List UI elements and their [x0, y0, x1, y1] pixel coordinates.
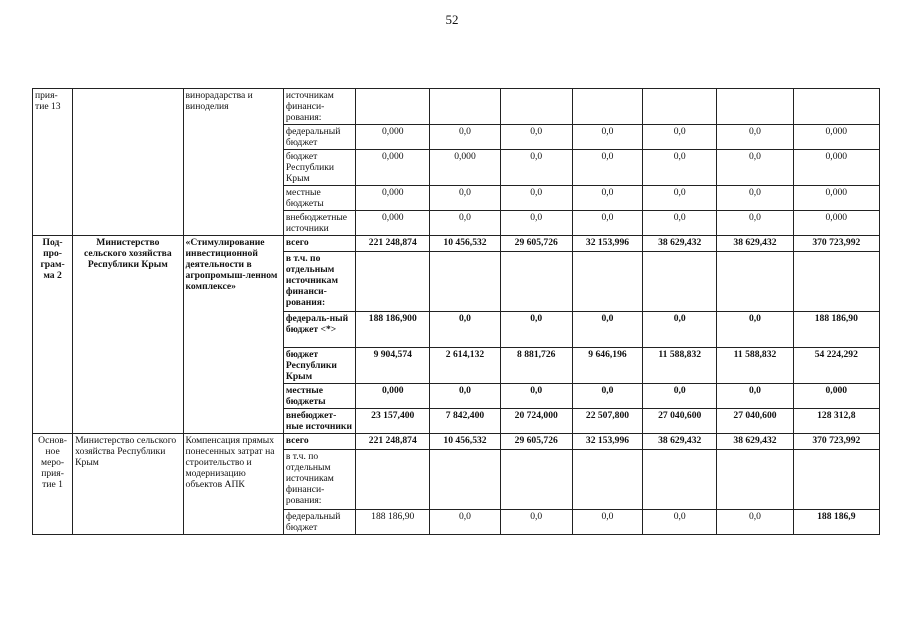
value-cell: 9 904,574	[356, 348, 430, 384]
value-cell: 0,0	[643, 312, 717, 348]
value-cell	[643, 252, 717, 312]
value-cell	[356, 89, 430, 125]
value-cell: 0,0	[717, 125, 793, 150]
value-cell: 0,000	[793, 125, 879, 150]
event-code-cell: Основ- ное меро- прия- тие 1	[33, 434, 73, 535]
title-cell: «Стимулирование инвестиционной деятельности в агропромыш-ленном комплексе»	[183, 236, 283, 434]
value-cell: 8 881,726	[500, 348, 572, 384]
value-cell: 0,0	[643, 186, 717, 211]
value-cell: 0,0	[572, 125, 642, 150]
value-cell: 29 605,726	[500, 236, 572, 252]
executor-cell	[73, 89, 183, 236]
value-cell: 32 153,996	[572, 434, 642, 450]
value-cell: 9 646,196	[572, 348, 642, 384]
title-cell: винорадарства и винoделия	[183, 89, 283, 236]
value-cell: 0,0	[500, 186, 572, 211]
value-cell	[572, 89, 642, 125]
value-cell: 0,0	[643, 211, 717, 236]
value-cell: 27 040,600	[717, 409, 793, 434]
value-cell: 0,000	[793, 211, 879, 236]
value-cell	[430, 450, 500, 510]
value-cell: 0,0	[500, 211, 572, 236]
value-cell: 0,0	[643, 150, 717, 186]
value-cell: 0,0	[572, 186, 642, 211]
value-cell	[717, 252, 793, 312]
value-cell: 0,0	[500, 125, 572, 150]
value-cell	[717, 89, 793, 125]
value-cell: 0,0	[430, 211, 500, 236]
value-cell: 0,0	[717, 186, 793, 211]
value-cell	[643, 89, 717, 125]
value-cell: 2 614,132	[430, 348, 500, 384]
source-label: источникам финанси-рования:	[283, 89, 355, 125]
value-cell	[500, 252, 572, 312]
value-cell: 128 312,8	[793, 409, 879, 434]
value-cell: 20 724,000	[500, 409, 572, 434]
value-cell: 0,0	[717, 150, 793, 186]
value-cell: 370 723,992	[793, 236, 879, 252]
value-cell	[430, 89, 500, 125]
source-label: федеральный бюджет	[283, 510, 355, 535]
value-cell: 0,0	[717, 510, 793, 535]
value-cell: 0,0	[717, 211, 793, 236]
value-cell: 0,0	[717, 312, 793, 348]
value-cell: 0,000	[356, 125, 430, 150]
value-cell	[500, 89, 572, 125]
value-cell: 10 456,532	[430, 236, 500, 252]
value-cell: 188 186,90	[356, 510, 430, 535]
value-cell: 0,0	[430, 384, 500, 409]
source-label: местные бюджеты	[283, 384, 355, 409]
table-row	[33, 89, 880, 125]
value-cell	[793, 89, 879, 125]
value-cell: 38 629,432	[643, 236, 717, 252]
value-cell: 0,0	[643, 384, 717, 409]
value-cell: 0,0	[572, 384, 642, 409]
source-label: федеральный бюджет	[283, 125, 355, 150]
value-cell	[430, 252, 500, 312]
value-cell: 0,0	[572, 150, 642, 186]
value-cell	[717, 450, 793, 510]
value-cell: 0,000	[430, 150, 500, 186]
value-cell: 10 456,532	[430, 434, 500, 450]
table-row	[33, 236, 880, 252]
value-cell	[643, 450, 717, 510]
source-label: в т.ч. по отдельным источникам финанси-рования:	[283, 252, 355, 312]
value-cell: 0,000	[793, 150, 879, 186]
value-cell: 38 629,432	[643, 434, 717, 450]
source-label: всего	[283, 236, 355, 252]
table-row	[33, 434, 880, 450]
value-cell: 221 248,874	[356, 236, 430, 252]
title-cell: Компенсация прямых понесенных затрат на строительство и модернизацию объектов АПК	[183, 434, 283, 535]
value-cell	[572, 252, 642, 312]
source-label: бюджет Республики Крым	[283, 150, 355, 186]
value-cell	[356, 252, 430, 312]
value-cell: 188 186,900	[356, 312, 430, 348]
value-cell: 54 224,292	[793, 348, 879, 384]
value-cell	[356, 450, 430, 510]
value-cell: 0,000	[356, 384, 430, 409]
value-cell: 0,0	[500, 150, 572, 186]
source-label: в т.ч. по отдельным источникам финанси-рования:	[283, 450, 355, 510]
value-cell: 29 605,726	[500, 434, 572, 450]
value-cell: 0,0	[500, 384, 572, 409]
value-cell: 0,0	[643, 125, 717, 150]
value-cell: 0,000	[356, 150, 430, 186]
value-cell: 0,0	[572, 211, 642, 236]
value-cell: 38 629,432	[717, 236, 793, 252]
executor-cell: Министерство сельского хозяйства Республики Крым	[73, 434, 183, 535]
value-cell	[500, 450, 572, 510]
value-cell: 0,0	[430, 510, 500, 535]
value-cell: 370 723,992	[793, 434, 879, 450]
value-cell: 0,0	[500, 510, 572, 535]
value-cell: 0,0	[572, 312, 642, 348]
value-cell: 32 153,996	[572, 236, 642, 252]
value-cell: 0,000	[356, 186, 430, 211]
value-cell: 0,0	[500, 312, 572, 348]
value-cell	[793, 450, 879, 510]
value-cell: 0,0	[430, 125, 500, 150]
value-cell: 0,000	[793, 384, 879, 409]
event-code-cell: прия- тие 13	[33, 89, 73, 236]
value-cell: 7 842,400	[430, 409, 500, 434]
value-cell: 0,0	[430, 186, 500, 211]
value-cell: 27 040,600	[643, 409, 717, 434]
value-cell: 0,0	[430, 312, 500, 348]
source-label: бюджет Республики Крым	[283, 348, 355, 384]
value-cell: 0,000	[793, 186, 879, 211]
source-label: всего	[283, 434, 355, 450]
value-cell: 0,000	[356, 211, 430, 236]
value-cell: 188 186,90	[793, 312, 879, 348]
source-label: внебюджет-ные источники	[283, 409, 355, 434]
value-cell: 221 248,874	[356, 434, 430, 450]
value-cell: 11 588,832	[643, 348, 717, 384]
value-cell: 11 588,832	[717, 348, 793, 384]
source-label: федераль-ный бюджет <*>	[283, 312, 355, 348]
value-cell: 0,0	[717, 384, 793, 409]
budget-table	[32, 88, 880, 535]
value-cell	[572, 450, 642, 510]
source-label: внебюджетные источники	[283, 211, 355, 236]
value-cell: 0,0	[572, 510, 642, 535]
value-cell: 38 629,432	[717, 434, 793, 450]
value-cell: 23 157,400	[356, 409, 430, 434]
page-number: 52	[445, 12, 459, 27]
value-cell	[793, 252, 879, 312]
subprogram-code-cell: Под- про- грам- ма 2	[33, 236, 73, 434]
value-cell: 0,0	[643, 510, 717, 535]
value-cell: 22 507,800	[572, 409, 642, 434]
executor-cell: Министерство сельского хозяйства Республики Крым	[73, 236, 183, 434]
source-label: местные бюджеты	[283, 186, 355, 211]
value-cell: 188 186,9	[793, 510, 879, 535]
